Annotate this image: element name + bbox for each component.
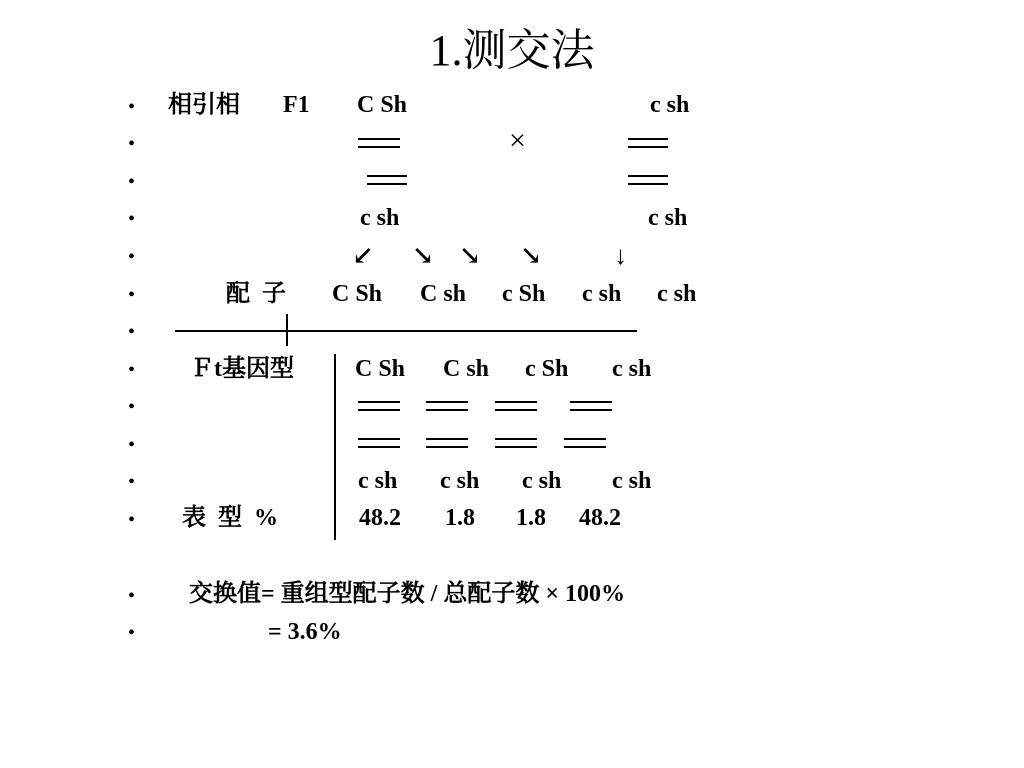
gametes-label: 配 子	[226, 281, 286, 307]
bullet: •	[128, 96, 136, 118]
bullet: •	[128, 585, 136, 607]
tester-top-genotype: c sh	[650, 92, 690, 118]
bullet: •	[128, 509, 136, 531]
chromosome-line	[358, 138, 400, 148]
bullet: •	[128, 246, 136, 268]
bullet: •	[128, 396, 136, 418]
ft-bottom-genotype: c sh	[522, 468, 562, 494]
arrow-icon: ↓	[614, 241, 627, 270]
recombination-result: = 3.6%	[268, 619, 342, 645]
phenotype-value: 1.8	[516, 505, 546, 531]
ft-top-genotype: c sh	[612, 356, 652, 382]
chromosome-line	[570, 401, 612, 411]
bullet: •	[128, 434, 136, 456]
ft-bottom-genotype: c sh	[440, 468, 480, 494]
chromosome-line	[367, 175, 407, 185]
chromosome-line	[628, 138, 668, 148]
chromosome-line	[564, 438, 606, 448]
bullet: •	[128, 471, 136, 493]
bullet: •	[128, 284, 136, 306]
chromosome-line	[358, 401, 400, 411]
table-divider-tick	[286, 314, 288, 346]
phenotype-value: 48.2	[359, 505, 401, 531]
chromosome-line	[495, 438, 537, 448]
ft-genotype-label: Ｆt基因型	[190, 356, 294, 382]
arrow-icon: ↙	[352, 241, 374, 270]
ft-top-genotype: c Sh	[525, 356, 569, 382]
table-divider	[175, 330, 637, 332]
gamete: c Sh	[502, 281, 546, 307]
recombination-formula: 交换值= 重组型配子数 / 总配子数 × 100%	[189, 581, 626, 607]
gamete: C sh	[420, 281, 467, 307]
tester-bottom-genotype: c sh	[648, 205, 688, 231]
bullet: •	[128, 321, 136, 343]
ft-top-genotype: C Sh	[355, 356, 406, 382]
phenotype-value: 48.2	[579, 505, 621, 531]
gamete: C Sh	[332, 281, 383, 307]
cross-symbol: ×	[509, 124, 526, 157]
slide-title: 1.测交法	[429, 26, 595, 75]
chromosome-line	[426, 401, 468, 411]
arrow-icon: ↘	[412, 241, 434, 270]
phenotype-value: 1.8	[445, 505, 475, 531]
bullet: •	[128, 171, 136, 193]
ft-top-genotype: C sh	[443, 356, 490, 382]
bullet: •	[128, 359, 136, 381]
bullet: •	[128, 208, 136, 230]
bullet: •	[128, 133, 136, 155]
ft-bottom-genotype: c sh	[612, 468, 652, 494]
f1-label: F1	[283, 92, 310, 118]
f1-left-top-genotype: C Sh	[357, 92, 408, 118]
arrow-icon: ↘	[459, 241, 481, 270]
linkage-phase-label: 相引相	[168, 92, 240, 118]
chromosome-line	[628, 175, 668, 185]
bullet: •	[128, 622, 136, 644]
chromosome-line	[426, 438, 468, 448]
f1-left-bottom-genotype: c sh	[360, 205, 400, 231]
table-vertical-divider	[334, 354, 336, 540]
chromosome-line	[358, 438, 400, 448]
ft-bottom-genotype: c sh	[358, 468, 398, 494]
arrow-icon: ↘	[520, 241, 542, 270]
gamete: c sh	[657, 281, 697, 307]
gamete: c sh	[582, 281, 622, 307]
phenotype-label: 表 型 %	[182, 505, 278, 531]
chromosome-line	[495, 401, 537, 411]
